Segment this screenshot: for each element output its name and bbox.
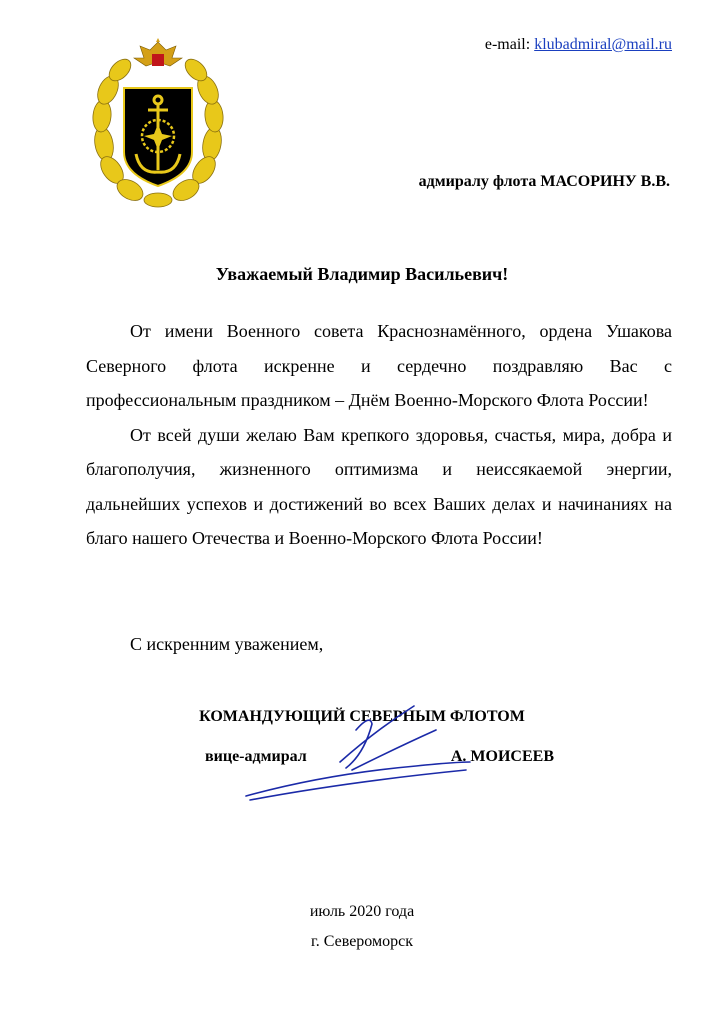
letter-body [86, 314, 672, 556]
email-label: e-mail: [484, 36, 531, 53]
signatory-name: А. МОИСЕЕВ [450, 748, 554, 765]
letter-date: июль 2020 года [309, 903, 415, 920]
email-link[interactable]: klubadmiral@mail.ru [534, 36, 672, 53]
greeting: Уважаемый Владимир Васильевич! [215, 264, 509, 284]
email-line [485, 36, 672, 54]
paragraph: От всей души желаю Вам крепкого здоровья, счастья, мира, добра и благополучия, жизненного оптимизма и неиссякаемой энергии, дальнейших успехов и достижений во всех Ваших делах и начинаниях на благо нашего Отечества и Военно-Морского Флота России! [86, 424, 672, 548]
addressee: адмиралу флота МАСОРИНУ В.В. [418, 173, 670, 190]
fleet-emblem-icon [88, 36, 228, 208]
signatory-title: КОМАНДУЮЩИЙ СЕВЕРНЫМ ФЛОТОМ [199, 708, 525, 725]
paragraph: От имени Военного совета Краснознамённого, ордена Ушакова Северного флота искренне и сердечно поздравляю Вас с профессиональным праздником – Днём Военно-Морского Флота России! [86, 321, 672, 410]
letter-city: г. Североморск [311, 933, 413, 950]
signatory-rank: вице-адмирал [205, 748, 307, 765]
closing-phrase: С искренним уважением, [130, 634, 324, 654]
